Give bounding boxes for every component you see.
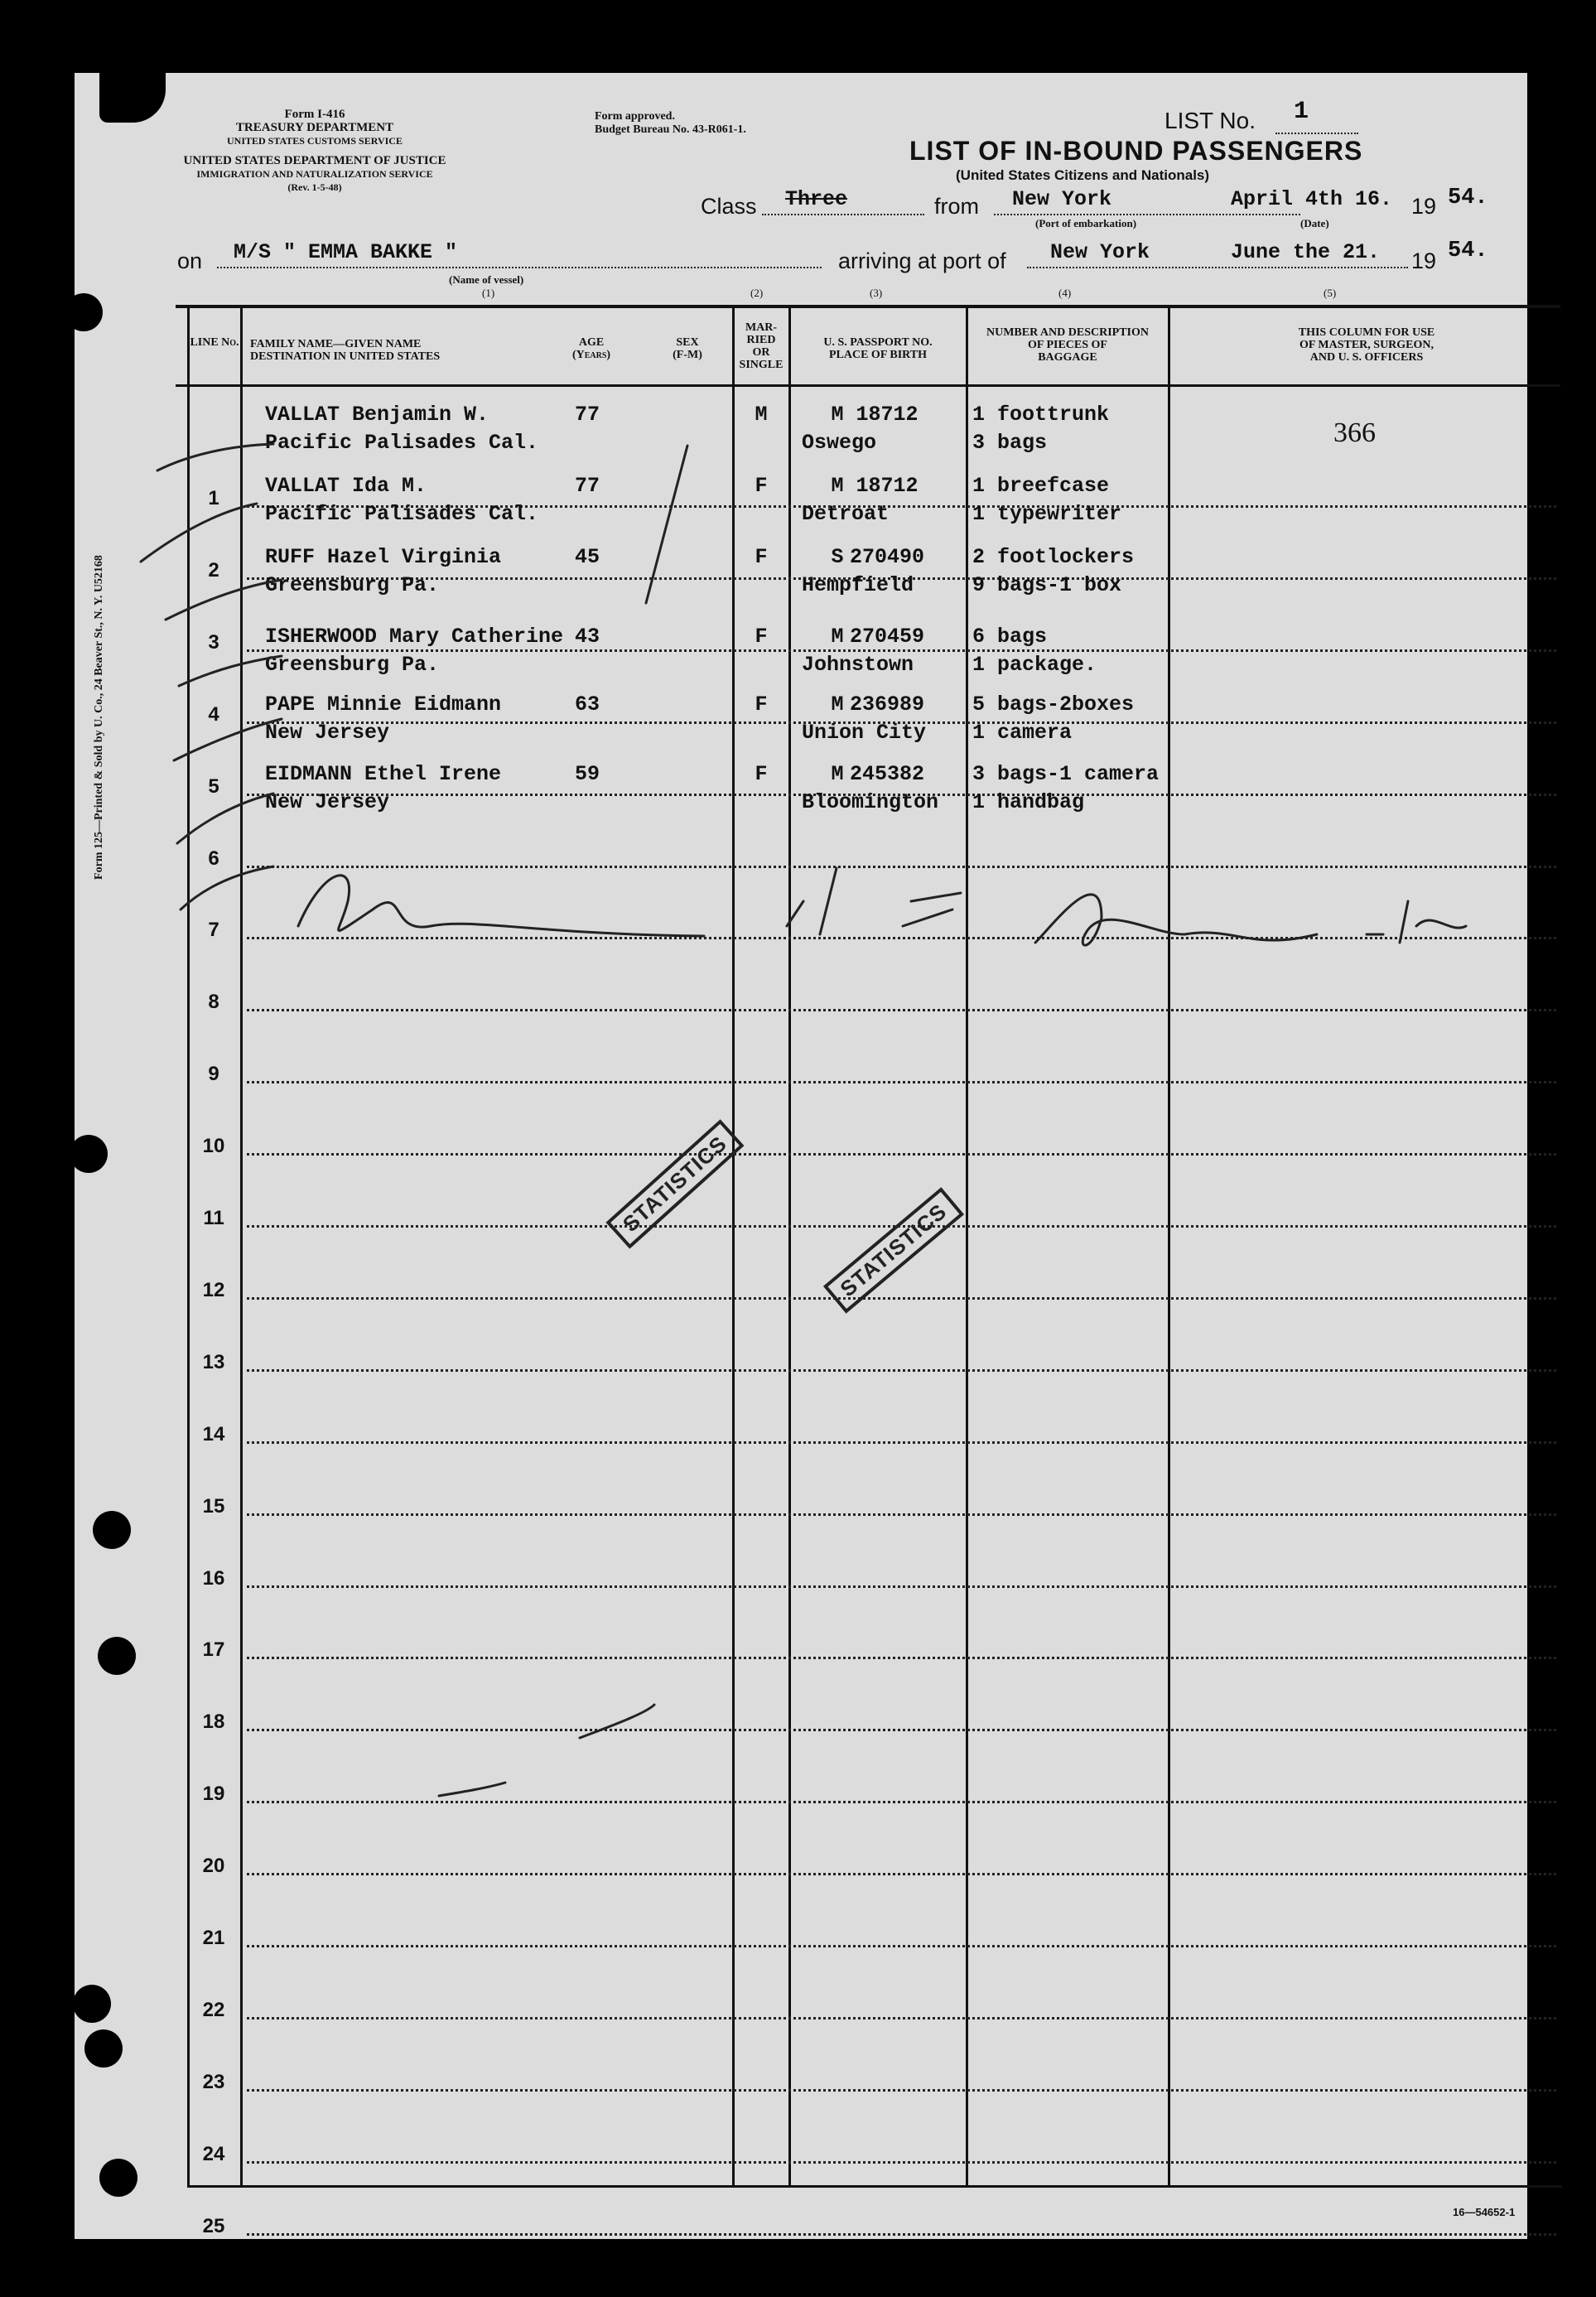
- caption-4: (4): [1058, 287, 1072, 299]
- form-approved: Form approved.: [595, 110, 675, 123]
- class-label: Class: [701, 194, 757, 219]
- line-number: 6: [208, 847, 219, 870]
- passenger-officer-note: 366: [1333, 417, 1376, 448]
- line-number: 25: [202, 2214, 225, 2237]
- page-title: LIST OF IN-BOUND PASSENGERS: [909, 136, 1363, 166]
- vessel-name: M/S " EMMA BAKKE ": [234, 240, 458, 264]
- passenger-sex: M: [755, 403, 768, 427]
- punch-hole: [84, 2029, 123, 2068]
- vessel-caption: (Name of vessel): [449, 273, 524, 286]
- punch-hole: [99, 2159, 137, 2197]
- list-no-label: LIST No.: [1164, 108, 1256, 133]
- statistics-stamp-1: STATISTICS: [605, 1119, 744, 1248]
- checkmark-line-5: [174, 719, 282, 760]
- passenger-sex: F: [755, 625, 768, 649]
- arrival-port: New York: [1050, 240, 1150, 264]
- passenger-sex: F: [755, 474, 768, 498]
- punch-hole: [93, 1511, 131, 1549]
- arrival-year: 54.: [1448, 239, 1488, 263]
- passenger-baggage-2: 1 typewriter: [972, 502, 1122, 526]
- line-number: 22: [202, 1998, 225, 2021]
- line-number: 17: [202, 1638, 225, 1662]
- treasury-dept: TREASURY DEPARTMENT: [235, 121, 394, 134]
- line-number: 24: [202, 2142, 225, 2165]
- col-header-married: MAR- RIED OR SINGLE: [739, 321, 784, 371]
- line-number: 4: [208, 702, 219, 726]
- col-header-baggage: NUMBER AND DESCRIPTION OF PIECES OF BAGGAGE: [986, 326, 1150, 364]
- line-number: 18: [202, 1711, 225, 1734]
- passenger-name: ISHERWOOD Mary Catherine: [265, 625, 564, 649]
- passenger-name: PAPE Minnie Eidmann: [265, 692, 502, 717]
- passenger-baggage-1: 1 breefcase: [972, 474, 1110, 498]
- passenger-birthplace: Hempfield: [802, 573, 914, 597]
- passenger-destination: New Jersey: [265, 721, 390, 745]
- form-number: Form I-416: [284, 108, 345, 121]
- line-number: 3: [208, 630, 219, 654]
- embark-caption: (Port of embarkation): [1035, 217, 1137, 229]
- passenger-marital: M: [831, 403, 844, 427]
- passenger-birthplace: Bloomington: [802, 790, 939, 814]
- line-number: 10: [202, 1135, 225, 1158]
- handwriting-layer: [75, 73, 1527, 2239]
- punch-hole: [73, 1985, 111, 2023]
- tick-mark: [646, 446, 687, 603]
- passenger-birthplace: Johnstown: [802, 653, 914, 677]
- printer-note: Form 125—Printed & Sold by U. Co., 24 Beaver St., N. Y. U52168: [93, 555, 105, 880]
- passenger-baggage-2: 9 bags-1 box: [972, 573, 1122, 597]
- col-header-line-no: LINE No.: [190, 336, 239, 349]
- checkmark-line-1: [157, 444, 273, 470]
- passenger-sex: F: [755, 692, 768, 717]
- line-number: 11: [203, 1207, 224, 1229]
- passenger-baggage-2: 1 handbag: [972, 790, 1085, 814]
- passenger-baggage-1: 5 bags-2boxes: [972, 692, 1135, 717]
- line-number: 15: [202, 1494, 225, 1518]
- line-number: 8: [208, 991, 219, 1014]
- statistics-stamp-2: STATISTICS: [823, 1187, 964, 1313]
- passenger-baggage-2: 3 bags: [972, 431, 1048, 455]
- class-value: Three: [785, 187, 848, 211]
- line-number: 7: [208, 919, 219, 942]
- stray-mark-2: [439, 1783, 505, 1796]
- passenger-marital: M: [831, 625, 844, 649]
- embark-year: 54.: [1448, 186, 1488, 210]
- checkmark-line-2: [141, 504, 257, 562]
- stray-mark-1: [580, 1705, 654, 1738]
- customs-service: UNITED STATES CUSTOMS SERVICE: [227, 135, 403, 147]
- passenger-name: VALLAT Benjamin W.: [265, 403, 489, 427]
- caption-5: (5): [1324, 287, 1337, 299]
- line-number: 16: [202, 1566, 225, 1590]
- passenger-baggage-1: 2 footlockers: [972, 545, 1135, 569]
- list-no-value: 1: [1294, 98, 1309, 126]
- passenger-birthplace: Detroat: [802, 502, 890, 526]
- passenger-destination: Pacific Palisades Cal.: [265, 502, 539, 526]
- immigration-service: IMMIGRATION AND NATURALIZATION SERVICE: [196, 168, 433, 180]
- date-signature: [1035, 895, 1317, 945]
- passenger-destination: Pacific Palisades Cal.: [265, 431, 539, 455]
- passenger-age: 77: [574, 403, 600, 427]
- passenger-sex: F: [755, 762, 768, 786]
- on-label: on: [177, 249, 203, 273]
- passenger-destination: Greensburg Pa.: [265, 573, 440, 597]
- col-header-name: FAMILY NAME—GIVEN NAME DESTINATION IN UNITED STATES: [250, 338, 441, 363]
- footer-code: 16—54652-1: [1453, 2206, 1516, 2218]
- date-caption: (Date): [1300, 217, 1329, 229]
- arrival-year-prefix: 19: [1411, 249, 1437, 273]
- passenger-marital: S: [831, 545, 844, 569]
- year-prefix: 19: [1411, 194, 1437, 219]
- passenger-birthplace: Union City: [802, 721, 927, 745]
- line-number: 12: [202, 1278, 225, 1301]
- justice-dept: UNITED STATES DEPARTMENT OF JUSTICE: [183, 154, 446, 167]
- checkmark-line-3: [166, 580, 282, 620]
- checkmark-line-4: [179, 656, 282, 686]
- embark-port: New York: [1012, 187, 1112, 211]
- passenger-age: 77: [574, 474, 600, 498]
- passenger-destination: Greensburg Pa.: [265, 653, 440, 677]
- passenger-baggage-1: 1 foottrunk: [972, 403, 1110, 427]
- passenger-name: EIDMANN Ethel Irene: [265, 762, 502, 786]
- embark-date: April 4th 16.: [1231, 187, 1393, 211]
- passenger-baggage-1: 3 bags-1 camera: [972, 762, 1160, 786]
- passenger-age: 43: [574, 625, 600, 649]
- passenger-marital: M: [831, 692, 844, 717]
- punch-hole: [70, 1135, 108, 1173]
- passenger-sex: F: [755, 545, 768, 569]
- line-number: 19: [202, 1783, 225, 1806]
- col-header-age: AGE (Years): [571, 336, 611, 361]
- passenger-age: 59: [574, 762, 600, 786]
- arrival-date: June the 21.: [1231, 240, 1381, 264]
- document-page: [75, 73, 1527, 2239]
- line-number: 2: [208, 558, 219, 581]
- passenger-age: 63: [574, 692, 600, 717]
- line-number: 9: [208, 1063, 219, 1086]
- passenger-marital: M: [831, 474, 844, 498]
- col-header-officers: THIS COLUMN FOR USE OF MASTER, SURGEON, AND U. S. OFFICERS: [1298, 326, 1435, 364]
- passenger-passport: 270459: [849, 625, 924, 649]
- arriving-label: arriving at port of: [838, 249, 1006, 273]
- col-header-passport: U. S. PASSPORT NO. PLACE OF BIRTH: [823, 336, 933, 361]
- caption-3: (3): [870, 287, 883, 299]
- line-number: 23: [202, 2070, 225, 2093]
- caption-1: (1): [482, 287, 495, 299]
- passenger-passport: 18712: [856, 474, 919, 498]
- passenger-passport: 245382: [849, 762, 924, 786]
- fraction-mark: [787, 868, 961, 934]
- line-number: 14: [202, 1422, 225, 1445]
- caption-2: (2): [750, 287, 764, 299]
- passenger-baggage-1: 6 bags: [972, 625, 1048, 649]
- inspector-signature: [298, 876, 704, 936]
- line-number: 5: [208, 775, 219, 798]
- page-subtitle: (United States Citizens and Nationals): [956, 167, 1210, 183]
- col-header-sex: SEX (F-M): [673, 336, 702, 361]
- from-label: from: [934, 194, 979, 219]
- revision: (Rev. 1-5-48): [287, 181, 342, 193]
- line-number: 1: [208, 487, 219, 509]
- line-number: 21: [202, 1927, 225, 1949]
- passenger-marital: M: [831, 762, 844, 786]
- passenger-passport: 270490: [849, 545, 924, 569]
- line-number: 20: [202, 1855, 225, 1878]
- punch-hole: [98, 1637, 136, 1675]
- passenger-passport: 18712: [856, 403, 919, 427]
- passenger-name: RUFF Hazel Virginia: [265, 545, 502, 569]
- passenger-destination: New Jersey: [265, 790, 390, 814]
- budget-bureau: Budget Bureau No. 43-R061-1.: [595, 123, 746, 136]
- date-signature-tail: [1367, 901, 1466, 943]
- passenger-age: 45: [574, 545, 600, 569]
- checkmark-line-6: [177, 794, 273, 843]
- line-number: 13: [202, 1350, 225, 1373]
- checkmark-line-7: [181, 866, 273, 910]
- passenger-birthplace: Oswego: [802, 431, 877, 455]
- passenger-baggage-2: 1 package.: [972, 653, 1097, 677]
- passenger-name: VALLAT Ida M.: [265, 474, 427, 498]
- passenger-passport: 236989: [849, 692, 924, 717]
- passenger-baggage-2: 1 camera: [972, 721, 1073, 745]
- punch-hole: [65, 293, 103, 331]
